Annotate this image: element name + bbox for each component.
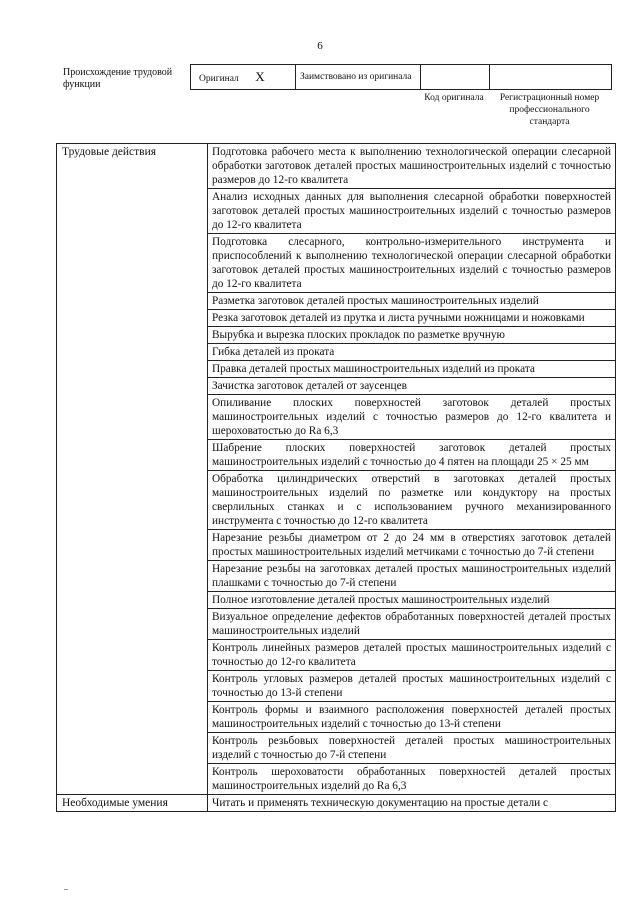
origin-label: Происхождение трудовой функции	[63, 67, 173, 90]
original-label: Оригинал	[199, 74, 239, 84]
code-caption: Код оригинала	[424, 93, 484, 103]
reg-number-cell	[490, 65, 612, 90]
code-cell	[421, 65, 490, 90]
reg-number-caption: Регистрационный номер профессионального стандарта	[499, 93, 600, 127]
labor-action: Визуальное определение дефектов обработанных поверхностей деталей простых машиностроительных изделий	[208, 609, 616, 640]
labor-action: Правка деталей простых машиностроительных изделий из проката	[208, 361, 616, 378]
labor-action: Подготовка рабочего места к выполнению технологической операции слесарной обработки заготовок деталей простых машиностроительных изделий с точностью размеров до 12-го квалитета	[208, 144, 616, 189]
skills-row	[57, 795, 616, 812]
labor-action: Резка заготовок деталей из прутка и листа ручными ножницами и ножовками	[208, 310, 616, 327]
labor-actions-label: Трудовые действия	[57, 144, 208, 795]
labor-action: Вырубка и вырезка плоских прокладок по разметке вручную	[208, 327, 616, 344]
labor-action: Контроль угловых размеров деталей простых машиностроительных изделий с точностью до 13-й степени	[208, 671, 616, 702]
labor-action-row	[57, 144, 616, 189]
borrowed-cell: Заимствовано из оригинала	[296, 65, 421, 90]
origin-table	[190, 64, 612, 90]
page-mark	[64, 889, 68, 890]
labor-action: Разметка заготовок деталей простых машиностроительных изделий	[208, 293, 616, 310]
labor-action: Опиливание плоских поверхностей заготовок деталей простых машиностроительных изделий с точностью размеров до 12-го квалитета и шероховатостью до Ra 6,3	[208, 395, 616, 440]
labor-action: Анализ исходных данных для выполнения слесарной обработки поверхностей заготовок деталей простых машиностроительных изделий с точностью размеров до 12-го квалитета	[208, 189, 616, 234]
labor-action: Контроль резьбовых поверхностей деталей простых машиностроительных изделий с точностью до 7-й степени	[208, 733, 616, 764]
skills-label: Необходимые умения	[57, 795, 208, 812]
labor-action: Контроль линейных размеров деталей простых машиностроительных изделий с точностью до 12-го квалитета	[208, 640, 616, 671]
labor-action: Шабрение плоских поверхностей заготовок деталей простых машиностроительных изделий с точностью до 4 пятен на площади 25 × 25 мм	[208, 440, 616, 471]
labor-action: Подготовка слесарного, контрольно-измерительного инструмента и приспособлений к выполнению технологической операции слесарной обработки заготовок деталей простых машиностроительных изделий с точностью размеров до 12-го квалитета	[208, 234, 616, 293]
labor-action: Нарезание резьбы диаметром от 2 до 24 мм в отверстиях заготовок деталей простых машиностроительных изделий метчиками с точностью до 7-й степени	[208, 530, 616, 561]
labor-action: Обработка цилиндрических отверстий в заготовках деталей простых машиностроительных изделий по разметке или кондуктору на простых сверлильных станках и с использованием ручного механизированного инструмента с точностью до 12-го квалитета	[208, 471, 616, 530]
original-cell	[191, 65, 296, 90]
skill-item: Читать и применять техническую документацию на простые детали с	[208, 795, 616, 812]
labor-function-table	[56, 143, 616, 812]
labor-action: Зачистка заготовок деталей от заусенцев	[208, 378, 616, 395]
page-number: 6	[317, 40, 323, 52]
labor-action: Полное изготовление деталей простых машиностроительных изделий	[208, 592, 616, 609]
labor-action: Контроль формы и взаимного расположения поверхностей деталей простых машиностроительных изделий с точностью до 13-й степени	[208, 702, 616, 733]
original-mark: X	[255, 69, 265, 84]
labor-action: Гибка деталей из проката	[208, 344, 616, 361]
labor-action: Нарезание резьбы на заготовках деталей простых машиностроительных изделий плашками с точностью до 7-й степени	[208, 561, 616, 592]
labor-action: Контроль шероховатости обработанных поверхностей деталей простых машиностроительных изделий до Ra 6,3	[208, 764, 616, 795]
